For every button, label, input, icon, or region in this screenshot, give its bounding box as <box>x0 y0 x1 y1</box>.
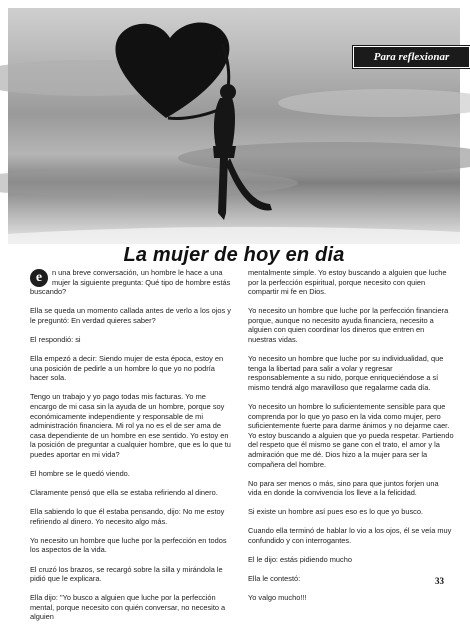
paragraph: El hombre se le quedó viendo. <box>30 469 130 478</box>
paragraph: El cruzó los brazos, se recargó sobre la silla y mirándola le pidió que le explicara. <box>30 564 223 584</box>
paragraph: El le dijo: estás pidiendo mucho <box>248 555 352 565</box>
paragraph: Yo necesito un hombre que luche por su individualidad, que tenga la libertad para salir a volar y regresar responsablemente a su nido, porque enriqueciéndose a sí mismo tendrá algo maravilloso que regalarme cada día. <box>248 354 444 392</box>
paragraph: Si existe un hombre así pues eso es lo que yo busco. <box>248 507 424 517</box>
article-column-right <box>248 268 454 612</box>
page-number: 33 <box>435 576 444 586</box>
paragraph: Yo necesito un hombre que luche por la perfección en todos los aspectos de la vida. <box>30 535 227 555</box>
paragraph: Tengo un trabajo y yo pago todas mis facturas. Yo me encargo de mi casa sin la ayuda de un hombre, porque soy económicamente independiente y responsable de mi administración financiera. Mi rol ya no es el de ser ama de casa dependiente de un hombre en ese sentido. Yo estoy en la posición de preguntar a cualquier hombre, que es lo que tu puedes aportar en mi vida? <box>30 392 231 459</box>
paragraph: Ella dijo: "Yo busco a alguien que luche por la perfección mental, porque necesito con quién conversar, no necesito a alguien <box>30 593 226 622</box>
paragraph: Yo necesito un hombre lo suficientemente sensible para que comprenda por lo que yo paso en la vida como mujer, pero suficientemente fuerte para darme ánimos y no dejarme caer. Yo estoy buscando a alguien que yo pueda respetar. Partiendo del respeto que él mismo se gane con el trato, el amor y la admiración que me dé. Dios hizo a la mujer para ser la compañera del hombre. <box>248 402 454 469</box>
paragraph: Ella le contestó: <box>248 574 301 584</box>
paragraph: Yo valgo mucho!!! <box>248 593 307 603</box>
paragraph: Ella sabiendo lo que él estaba pensando, dijo: No me estoy refiriendo al dinero. Yo necesito algo más. <box>30 507 225 526</box>
paragraph: mentalmente simple. Yo estoy buscando a alguien que luche por la perfección espiritual, porque necesito con quien compartir mi fe en Dios. <box>248 268 447 297</box>
section-label: Para reflexionar <box>373 51 450 63</box>
paragraph: El respondió: si <box>30 334 81 344</box>
heart-shape <box>115 22 229 118</box>
silhouette-illustration <box>8 8 460 244</box>
paragraph: Ella se queda un momento callada antes de verlo a los ojos y le preguntó: En verdad quieres saber? <box>30 306 231 325</box>
paragraph: Claramente pensó que ella se estaba refiriendo al dinero. <box>30 488 218 498</box>
paragraph: Ella empezó a decir: Siendo mujer de esta época, estoy en una posición de pedirle a un hombre lo que yo no podría hacer sola. <box>30 354 224 383</box>
section-ribbon <box>353 46 470 68</box>
paragraph: e n una breve conversación, un hombre le hace a una mujer la siguiente pregunta: Qué tipo de hombre estás buscando? <box>30 268 231 297</box>
paragraph: Yo necesito un hombre que luche por la perfección financiera porque, aunque no necesito ayuda financiera, necesito a alguien con quien coordinar los dineros que entren en nuestras vidas. <box>248 306 449 345</box>
article-title: La mujer de hoy en dia <box>123 244 345 266</box>
hero-photo <box>8 8 460 244</box>
article-column-left <box>30 268 232 632</box>
paragraph: Cuando ella terminó de hablar lo vio a los ojos, él se veía muy confundido y con interrogantes. <box>248 526 452 546</box>
paragraph: No para ser menos o más, sino para que juntos forjen una vida en donde la convivencia los lleve a la felicidad. <box>248 478 439 498</box>
dropcap: e <box>30 269 48 287</box>
